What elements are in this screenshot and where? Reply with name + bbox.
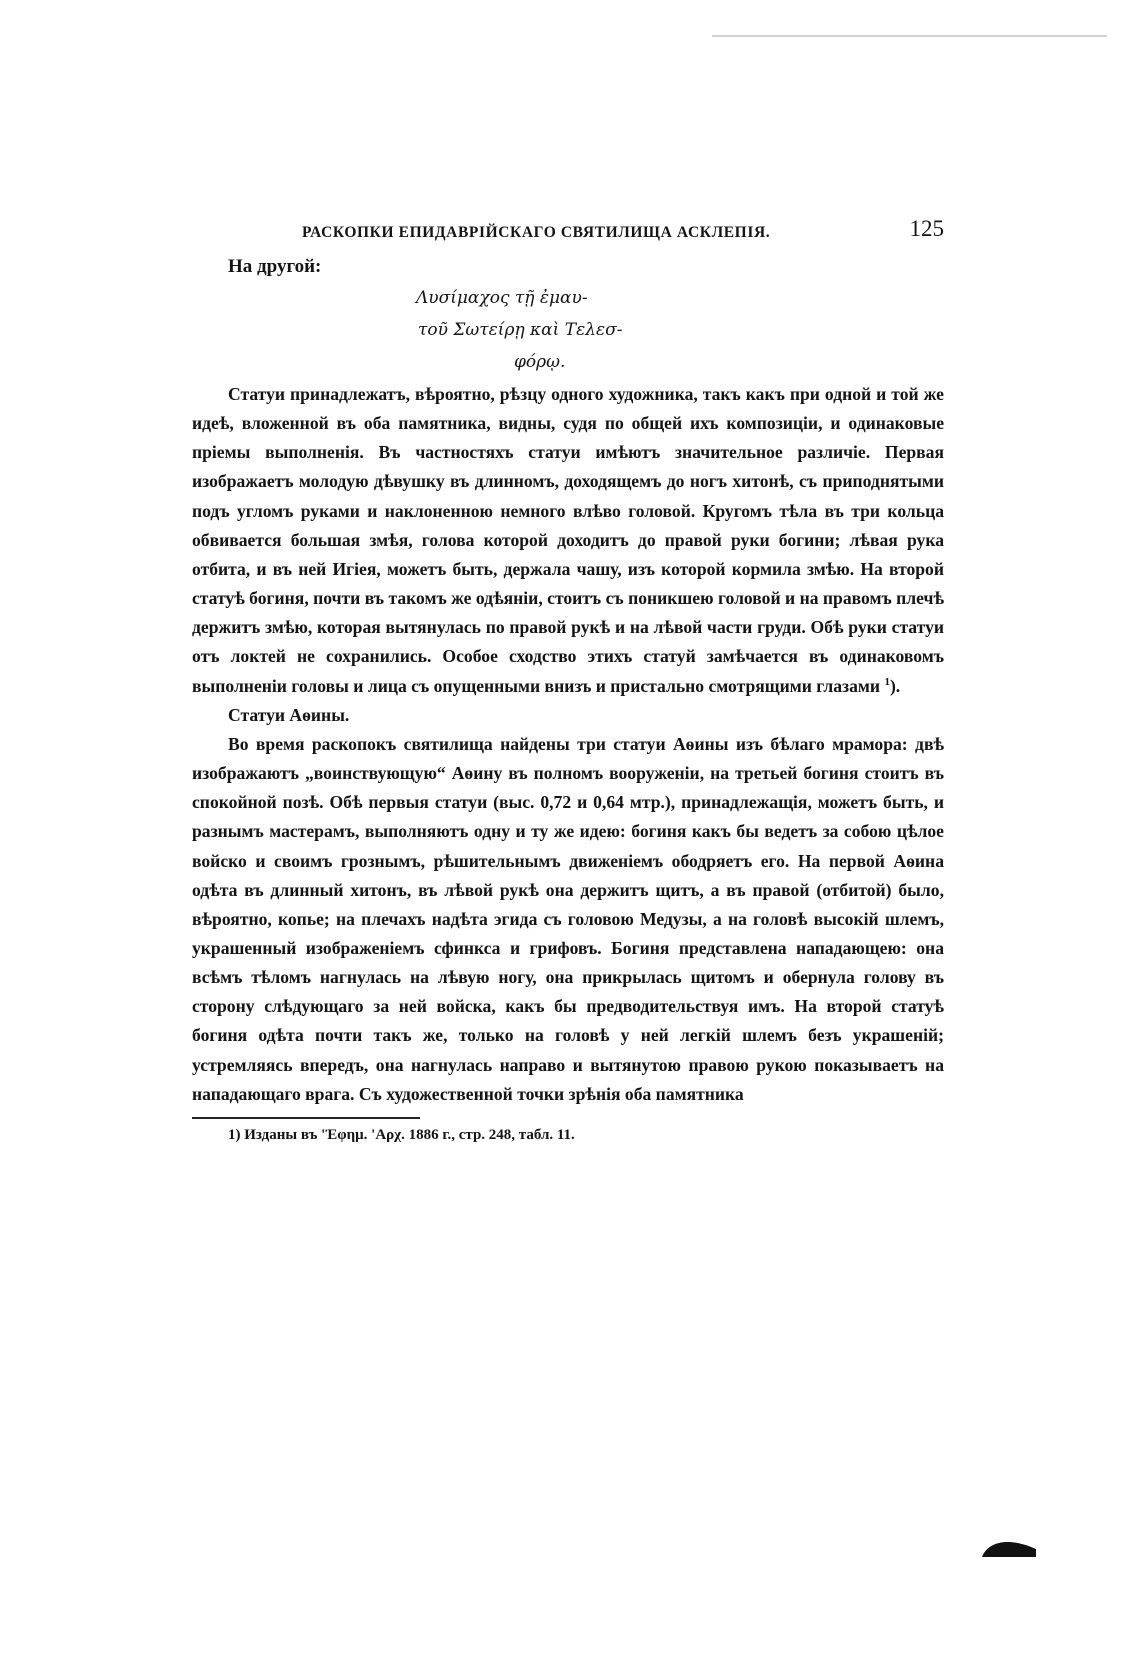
footnote-rule: [192, 1117, 420, 1119]
footnote: [228, 1127, 944, 1144]
paragraph-athena-statues: Во время раскопокъ святилища найдены три статуи Аѳины изъ бѣлаго мрамора: двѣ изображаютъ „воинствующую“ Аѳину въ полномъ вооруженіи, на третьей богиня стоитъ въ спокойной позѣ. Обѣ первыя статуи (выс. 0,72 и 0,64 мтр.), принадлежащія, можетъ быть, и разнымъ мастерамъ, выполняютъ одну и ту же идею: богиня какъ бы ведетъ за собою цѣлое войско и своимъ грознымъ, рѣшительнымъ движеніемъ ободряетъ его. На первой Аѳина одѣта въ длинный хитонъ, въ лѣвой рукѣ она держитъ щитъ, а въ правой (отбитой) было, вѣроятно, копье; на плечахъ надѣта эгида съ головою Медузы, а на головѣ высокій шлемъ, украшенный изображеніемъ сфинкса и грифовъ. Богиня представлена нападающею: она всѣмъ тѣломъ нагнулась на лѣвую ногу, она прикрылась щитомъ и обернула голову въ сторону слѣдующаго за ней войска, какъ бы предводительствуя имъ. На второй статуѣ богиня одѣта почти такъ же, только на головѣ у ней легкій шлемъ безъ украшеній; устремляясь впередъ, она нагнулась направо и вытянутою правою рукою показываетъ на нападающаго врага. Съ художественной точки зрѣнія оба памятника: [192, 733, 944, 1104]
greek-line-3: φόρῳ.: [514, 352, 566, 372]
paragraph-1-end: ).: [889, 675, 901, 696]
paragraph-1-text: Статуи принадлежатъ, вѣроятно, рѣзцу одного художника, такъ какъ при одной и той же идеѣ, вложенной въ оба памятника, видны, судя по общей ихъ композиціи, и одинаковые пріемы выполненія. Въ частностяхъ статуи имѣютъ значительное различіе. Первая изображаетъ молодую дѣвушку въ длинномъ, доходящемъ до ногъ хитонѣ, съ приподнятыми подъ угломъ руками и наклоненною немного влѣво головой. Кругомъ тѣла въ три кольца обвивается большая змѣя, голова которой доходитъ до правой руки богини; лѣвая рука отбита, и въ ней Игіея, можетъ быть, держала чашу, изъ которой кормила змѣю. На второй статуѣ богиня, почти въ такомъ же одѣяніи, стоитъ съ поникшею головой и на правомъ плечѣ держитъ змѣю, которая вытянулась по правой рукѣ и на лѣвой части груди. Обѣ руки статуи отъ локтей не сохранились. Особое сходство этихъ статуй замѣчается въ одинаковомъ выполненіи головы и лица съ опущенными внизъ и пристально смотрящими глазами: [192, 384, 944, 696]
paragraph-statues-hygieia: [192, 380, 944, 701]
footnote-ref-1: 1: [884, 675, 890, 688]
footnote-text: Изданы въ 'Ἐφημ. 'Αρχ. 1886 г., стр. 248, табл. 11.: [244, 1126, 575, 1143]
footnote-marker: 1): [228, 1126, 241, 1143]
running-head: [192, 210, 944, 246]
top-edge-rule: [712, 35, 1107, 37]
page-number: 125: [909, 216, 944, 241]
greek-line-1: Λυσίμαχος τῇ ἐμαυ-: [416, 288, 588, 308]
section-heading: Статуи Аѳины.: [228, 704, 350, 725]
book-page: [192, 210, 944, 1144]
greek-line-2: τοῦ Σωτείρῃ καὶ Τελεσ-: [418, 320, 623, 340]
inscription-block: [192, 250, 944, 372]
inscription-label: На другой:: [228, 256, 322, 277]
running-title: РАСКОПКИ ЕПИДАВРІЙСКАГО СВЯТИЛИЩА АСКЛЕПІЯ.: [302, 224, 771, 241]
page-edge-ornament: [980, 1535, 1038, 1559]
